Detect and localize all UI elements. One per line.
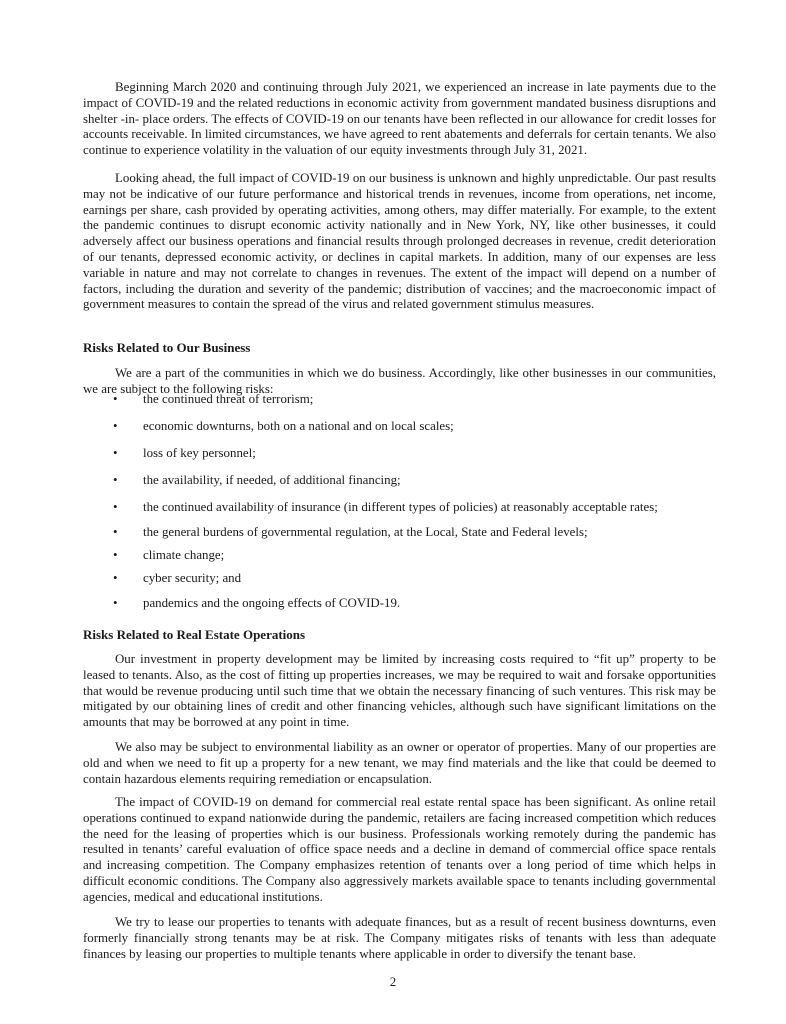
section-heading-real-estate [83,627,716,643]
heading-text: Risks Related to Real Estate Operations [83,627,306,642]
bullet-text: the general burdens of governmental regulation, at the Local, State and Federal levels; [143,525,588,539]
bullet-text: the continued threat of terrorism; [143,392,314,406]
heading-text: Risks Related to Our Business [83,340,251,355]
bullet-text: pandemics and the ongoing effects of COVID-19. [143,596,401,610]
paragraph-text: Looking ahead, the full impact of COVID-19 on our business is unknown and highly unpredictable. Our past results may not be indicative of our future performance and historical trends in revenues, income from operations, net income, earnings per share, cash provided by operating activities, among others, may differ materially. For example, to the extent the pandemic continues to disrupt economic activity nationally and in New York, NY, like other businesses, it could adversely affect our business operations and financial results through prolonged decreases in revenue, credit deterioration of our tenants, depressed economic activity, or declines in capital markets. In addition, many of our expenses are less variable in nature and may not correlate to changes in revenues. The extent of the impact will depend on a number of factors, including the duration and severity of the pandemic; distribution of vaccines; and the macroeconomic impact of government measures to contain the spread of the virus and related government stimulus measures. [83,171,716,312]
paragraph-text: We are a part of the communities in which we do business. Accordingly, like other businesses in our communities, we are subject to the following risks: [83,366,716,396]
paragraph-text: Our investment in property development may be limited by increasing costs required to “fit up” property to be leased to tenants. Also, as the cost of fitting up properties increases, we may be required to wait and forsake opportunities that would be revenue producing until such time that we obtain the necessary financing of such ventures. This risk may be mitigated by our obtaining lines of credit and other financing vehicles, although such have significant limitations on the amounts that may be borrowed at any point in time. [83,652,716,730]
paragraph-text: The impact of COVID-19 on demand for commercial real estate rental space has been significant. As online retail operations continued to expand nationwide during the pandemic, retailers are facing increased competition which reduces the need for the leasing of properties which is our business. Professionals working remotely during the pandemic has resulted in tenants’ careful evaluation of office space needs and a decline in demand of commercial office space rentals and increasing competition. The Company emphasizes retention of tenants over a long period of time which helps in difficult economic conditions. The Company also aggressively markets available space to tenants including governmental agencies, medical and educational institutions. [83,795,716,904]
paragraph-text: We also may be subject to environmental liability as an owner or operator of properties. Many of our properties are old and when we need to fit up a property for a new tenant, we may find materials and the like that could be deemed to contain hazardous elements requiring remediation or encapsulation. [83,740,716,786]
page-number: 2 [389,975,397,989]
bullet-icon: • [113,548,118,562]
bullet-icon: • [113,596,118,610]
bullet-text: loss of key personnel; [143,446,256,460]
real-estate-paragraph-2 [83,740,716,787]
real-estate-paragraph-1 [83,652,716,731]
bullet-icon: • [113,473,118,487]
bullet-icon: • [113,392,118,406]
bullet-text: cyber security; and [143,571,242,585]
bullet-text: the availability, if needed, of additional financing; [143,473,401,487]
bullet-icon: • [113,500,118,514]
paragraph-text: We try to lease our properties to tenants with adequate finances, but as a result of recent business downturns, even formerly financially strong tenants may be at risk. The Company mitigates risks of tenants with less than adequate finances by leasing our properties to multiple tenants where applicable in order to diversify the tenant base. [83,915,716,961]
paragraph-text: Beginning March 2020 and continuing through July 2021, we experienced an increase in late payments due to the impact of COVID-19 and the related reductions in economic activity from government mandated business disruptions and shelter -in- place orders. The effects of COVID-19 on our tenants have been reflected in our allowance for credit losses for accounts receivable. In limited circumstances, we have agreed to rent abatements and deferrals for certain tenants. We also continue to experience volatility in the valuation of our equity investments through July 31, 2021. [83,80,716,158]
bullet-text: the continued availability of insurance (in different types of policies) at reasonably acceptable rates; [143,500,658,514]
intro-paragraph-2 [83,171,716,313]
section-heading-business [83,340,716,356]
bullet-icon: • [113,446,118,460]
bullet-text: climate change; [143,548,225,562]
real-estate-paragraph-4 [83,915,716,962]
bullet-text: economic downturns, both on a national and on local scales; [143,419,454,433]
intro-paragraph-1 [83,80,716,159]
bullet-icon: • [113,525,118,539]
real-estate-paragraph-3 [83,795,716,906]
bullet-icon: • [113,571,118,585]
bullet-icon: • [113,419,118,433]
